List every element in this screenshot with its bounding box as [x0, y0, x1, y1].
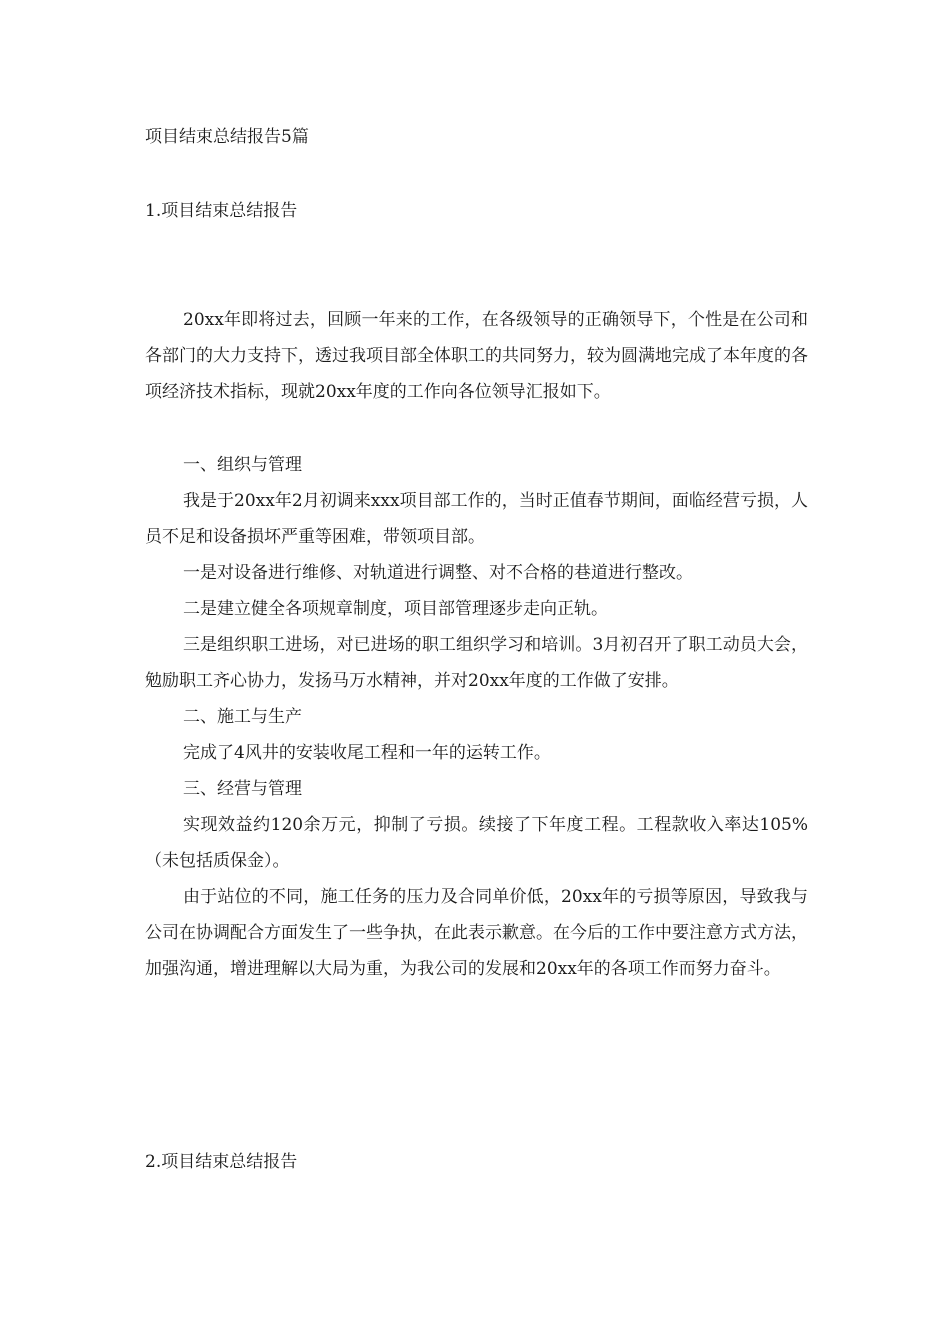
- document-title: 项目结束总结报告5篇: [145, 127, 309, 147]
- subheading-construction: 二、施工与生产: [183, 707, 302, 727]
- section-heading-2: 2.项目结束总结报告: [145, 1152, 298, 1172]
- paragraph-organization: 我是于20xx年2月初调来xxx项目部工作的，当时正值春节期间，面临经营亏损，人员不足和设备损坏严重等困难，带领项目部。: [145, 491, 808, 547]
- subheading-operations: 三、经营与管理: [183, 779, 302, 799]
- subheading-organization: 一、组织与管理: [183, 455, 302, 475]
- paragraph-operations: 实现效益约120余万元，抑制了亏损。续接了下年度工程。工程款收入率达105%（未包括质保金）。: [145, 815, 808, 871]
- paragraph-point-three: 三是组织职工进场，对已进场的职工组织学习和培训。3月初召开了职工动员大会，勉励职工齐心协力，发扬马万水精神，并对20xx年度的工作做了安排。: [145, 635, 808, 691]
- paragraph-closing: 由于站位的不同，施工任务的压力及合同单价低，20xx年的亏损等原因，导致我与公司在协调配合方面发生了一些争执，在此表示歉意。在今后的工作中要注意方式方法，加强沟通，增进理解以大局为重，为我公司的发展和20xx年的各项工作而努力奋斗。: [145, 887, 808, 979]
- paragraph-point-one: 一是对设备进行维修、对轨道进行调整、对不合格的巷道进行整改。: [183, 563, 693, 583]
- section-heading-1: 1.项目结束总结报告: [145, 201, 298, 221]
- paragraph-construction: 完成了4风井的安装收尾工程和一年的运转工作。: [183, 743, 551, 763]
- paragraph-point-two: 二是建立健全各项规章制度，项目部管理逐步走向正轨。: [183, 599, 608, 619]
- section-body-1: [145, 302, 808, 987]
- paragraph-intro: 20xx年即将过去，回顾一年来的工作，在各级领导的正确领导下，个性是在公司和各部门的大力支持下，透过我项目部全体职工的共同努力，较为圆满地完成了本年度的各项经济技术指标，现就20xx年度的工作向各位领导汇报如下。: [145, 310, 808, 402]
